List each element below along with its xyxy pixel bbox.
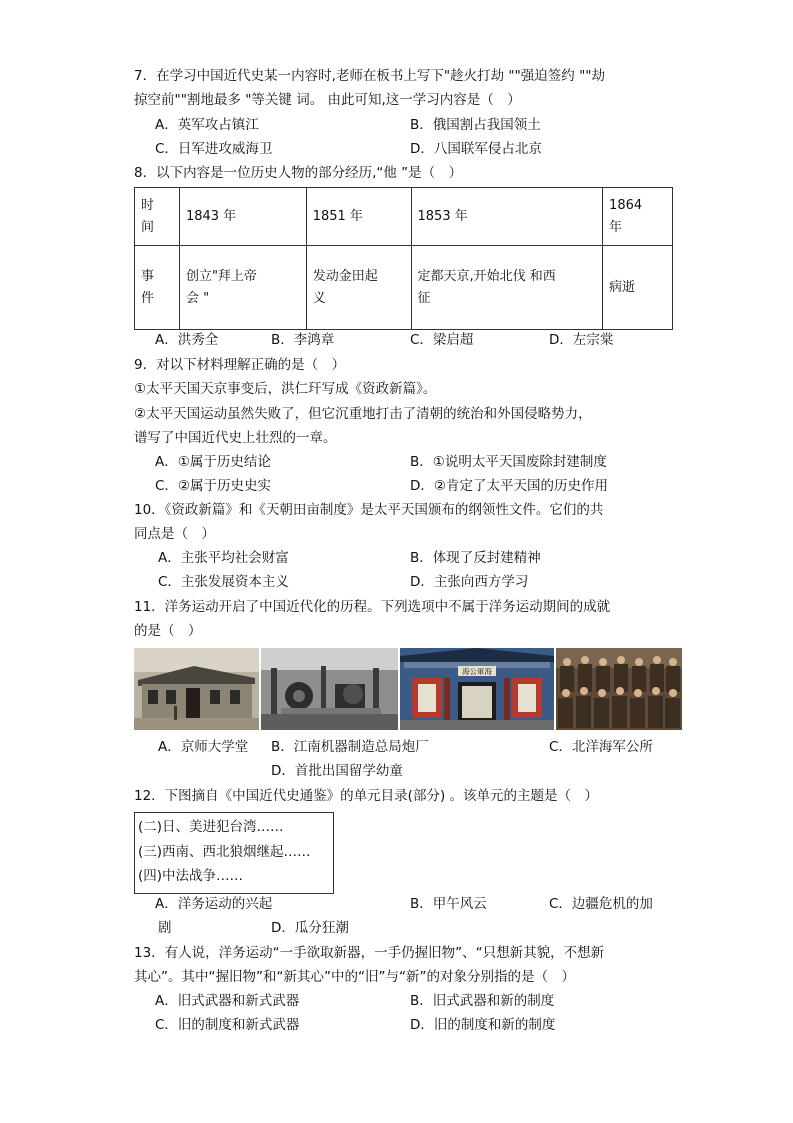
q8-option-b: B．李鸿章 [271,332,335,348]
photo-jiangnan-arsenal [261,648,398,730]
q8-option-d: D．左宗棠 [549,332,614,348]
q12-option-c: C．边疆危机的加 [549,896,653,912]
q8-table-year: 1853 年 [411,188,603,246]
q10-stem-line2: 同点是（ ） [134,526,215,542]
q8-table-event: 定都天京,开始北伐 和西 征 [411,246,603,330]
q10-stem-line1: 10．《资政新篇》和《天朝田亩制度》是太平天国颁布的纲领性文件。它们的共 [134,502,604,518]
q8-table-year: 1851 年 [306,188,411,246]
q11-option-c: C．北洋海军公所 [549,739,653,755]
q13-option-d: D．旧的制度和新的制度 [410,1017,556,1033]
q9-stem: 9．对以下材料理解正确的是（ ） [134,357,346,373]
q7-option-a: A．英军攻占镇江 [155,117,259,133]
q11-option-a: A．京师大学堂 [158,739,249,755]
q7-option-b: B．俄国割占我国领土 [410,117,541,133]
q10-option-b: B．体现了反封建精神 [410,550,541,566]
q8-table-head-time: 时 间 [135,188,180,246]
q12-option-b: B．甲午风云 [410,896,487,912]
q7-option-d: D．八国联军侵占北京 [410,141,542,157]
q8-option-c: C．梁启超 [410,332,474,348]
q13-stem-line1: 13．有人说，洋务运动“一手欲取新器，一手仍握旧物”、“只想新其貌，不想新 [134,945,605,961]
q8-table-year: 1843 年 [179,188,306,246]
q11-option-b: B．江南机器制造总局炮厂 [271,739,429,755]
q7-stem-line2: 掠空前""割地最多 "等关键 词。 由此可知,这一学习内容是（ ） [134,92,521,108]
q8-table-event: 病逝 [603,246,673,330]
q13-stem-line2: 其心”。其中“握旧物”和“新其心”中的“旧”与“新”的对象分别指的是（ ） [134,969,575,985]
q7-option-c: C．日军进攻威海卫 [155,141,273,157]
q11-stem-line1: 11．洋务运动开启了中国近代化的历程。下列选项中不属于洋务运动期间的成就 [134,599,611,615]
q10-option-c: C．主张发展资本主义 [158,574,289,590]
q8-table-year: 1864 年 [603,188,673,246]
q13-option-b: B．旧式武器和新的制度 [410,993,555,1009]
photo-jingshi-daxuetang [134,648,259,730]
q12-option-c-continued: 剧 [158,920,172,936]
q12-option-d: D．瓜分狂潮 [271,920,349,936]
q11-option-d: D．首批出国留学幼童 [271,763,403,779]
q13-option-a: A．旧式武器和新式武器 [155,993,300,1009]
photo-study-abroad-youths [556,648,682,730]
q10-option-d: D．主张向西方学习 [410,574,529,590]
q12-contents-line: (四)中法战争…… [138,868,244,884]
q9-material-2-line2: 谱写了中国近代史上壮烈的一章。 [134,430,337,446]
q9-option-b: B．①说明太平天国废除封建制度 [410,454,607,470]
q12-contents-line: (三)西南、西北狼烟继起…… [138,844,311,860]
q9-option-c: C．②属于历史史实 [155,478,272,494]
q8-table-event: 发动金田起 义 [306,246,411,330]
q9-option-a: A．①属于历史结论 [155,454,271,470]
q8-option-a: A．洪秀全 [155,332,219,348]
naval-office-sign-text: 海公軍海 [462,667,492,676]
q13-option-c: C．旧的制度和新式武器 [155,1017,300,1033]
q12-option-a: A．洋务运动的兴起 [155,896,273,912]
q9-option-d: D．②肯定了太平天国的历史作用 [410,478,608,494]
q12-stem: 12．下图摘自《中国近代史通鉴》的单元目录(部分) 。该单元的主题是（ ） [134,788,599,804]
q8-table-head-event: 事 件 [135,246,180,330]
q9-material-1: ①太平天国天京事变后，洪仁玕写成《资政新篇》。 [134,381,437,397]
q11-stem-line2: 的是（ ） [134,623,202,639]
q12-contents-line: (二)日、美进犯台湾…… [138,819,284,835]
photo-beiyang-naval-office [400,648,554,730]
q7-stem-line1: 7．在学习中国近代史某一内容时,老师在板书上写下"趁火打劫 ""强迫签约 ""劫 [134,68,606,84]
q8-table-event: 创立"拜上帝 会 " [179,246,306,330]
q10-option-a: A．主张平均社会财富 [158,550,289,566]
q8-table [134,187,673,330]
q9-material-2-line1: ②太平天国运动虽然失败了，但它沉重地打击了清朝的统治和外国侵略势力， [134,406,592,422]
q8-stem: 8．以下内容是一位历史人物的部分经历,“他 ”是（ ） [134,165,463,181]
